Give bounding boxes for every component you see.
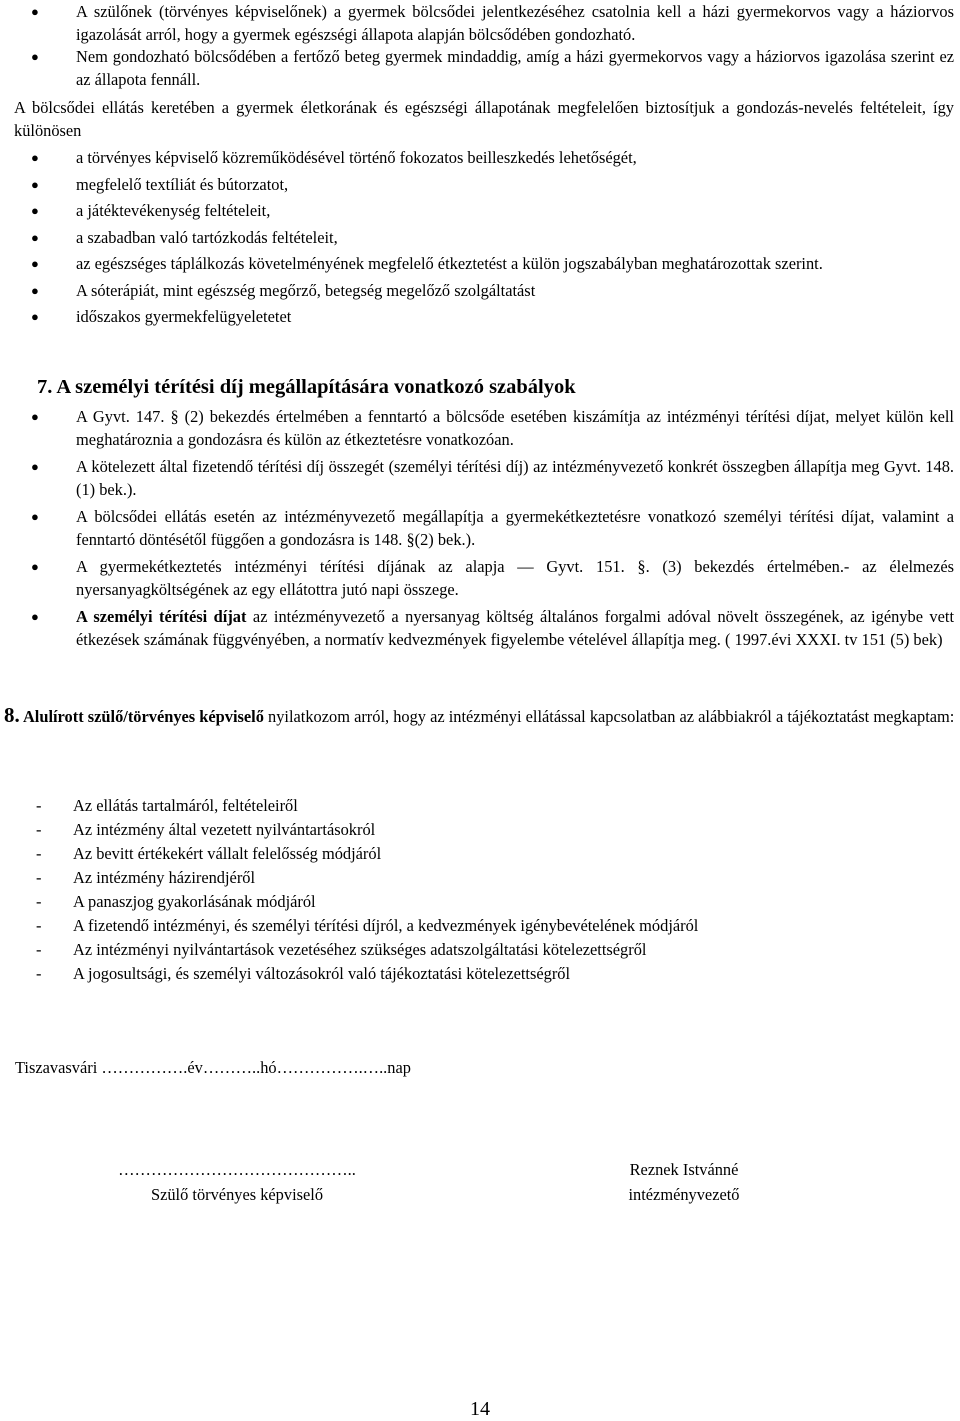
bullet-icon: ● xyxy=(31,282,39,298)
section-7-heading: 7. A személyi térítési díj megállapítására vonatkozó szabályok xyxy=(37,376,576,398)
info-received-list xyxy=(36,794,698,986)
bullet-icon: ● xyxy=(31,229,39,245)
intro-bullet-list xyxy=(0,1,960,91)
list-item: ● megfelelő textíliát és bútorzatot, xyxy=(0,174,960,197)
signature-dots: …………………………………….. xyxy=(118,1160,356,1179)
date-line: Tiszavasvári …………….év………..hó…………….…..nap xyxy=(15,1058,411,1077)
director-signature-block xyxy=(584,1157,784,1207)
dash-icon: - xyxy=(36,940,42,959)
list-item: ● időszakos gyermekfelügyeletetet xyxy=(0,306,960,329)
bold-lead: A személyi térítési díjat xyxy=(76,607,247,626)
list-item: ● az egészséges táplálkozás követelményének megfelelő étkeztetést a külön jogszabályban meghatározottak szerint. xyxy=(0,253,960,276)
bullet-icon: ● xyxy=(31,409,39,424)
director-title: intézményvezető xyxy=(628,1185,740,1204)
list-item: ● a játéktevékenység feltételeit, xyxy=(0,200,960,223)
list-item: ● A szülőnek (törvényes képviselőnek) a gyermek bölcsődei jelentkezéséhez csatolnia kell a házi gyermekorvos vagy a háziorvos igazolását arról, hogy a gyermek egészségi állapota alapján bölcsődében gondozható. xyxy=(31,2,954,44)
list-item: ● A Gyvt. 147. § (2) bekezdés értelmében a fenntartó a bölcsőde esetében kiszámítja az intézményi térítési díjat, melyet külön kell meghatároznia a gondozásra és külön az étkeztetésre vonatkozóan. xyxy=(31,407,954,449)
list-item: - Az bevitt értékekért vállalt felelősség módjáról xyxy=(36,842,698,866)
bullet-icon: ● xyxy=(31,49,39,64)
parent-signature-block xyxy=(47,1157,427,1207)
bullet-icon: ● xyxy=(31,459,39,474)
bullet-icon: ● xyxy=(31,203,39,218)
list-item: - A panaszjog gyakorlásának módjáról xyxy=(36,890,698,914)
list-item: ● A gyermekétkeztetés intézményi térítési díjának az alapja — Gyvt. 151. §. (3) bekezdés értelmében.- az élelmezés nyersanyagköltségének az egy ellátottra jutó napi összege. xyxy=(31,557,954,599)
list-item: - Az intézményi nyilvántartások vezetéséhez szükséges adatszolgáltatási kötelezettségről xyxy=(36,938,698,962)
dash-icon: - xyxy=(36,964,42,983)
page-number: 14 xyxy=(470,1398,490,1420)
section-8-lead: Alulírott szülő/törvényes képviselő xyxy=(19,707,264,726)
list-item: ● A személyi térítési díjat az intézményvezető a nyersanyag költség általános forgalmi adóval növelt összegének, az igénybe vett étkezések számának függvényében, a normatív kedvezmények figyelembe vételével állapítja meg. ( 1997.évi XXXI. tv 151 (5) bek) xyxy=(31,607,954,649)
dash-icon: - xyxy=(36,844,42,863)
care-paragraph: A bölcsődei ellátás keretében a gyermek életkorának és egészségi állapotának megfelelően biztosítjuk a gondozás-nevelés feltételeit, így különösen xyxy=(14,98,954,140)
dash-icon: - xyxy=(36,868,42,887)
bullet-icon: ● xyxy=(31,176,39,192)
director-name: Reznek Istvánné xyxy=(629,1160,739,1179)
list-item: ● a szabadban való tartózkodás feltételeit, xyxy=(0,227,960,250)
bullet-icon: ● xyxy=(31,609,39,624)
dash-icon: - xyxy=(36,820,42,839)
list-item: - Az intézmény által vezetett nyilvántartásokról xyxy=(36,818,698,842)
bullet-icon: ● xyxy=(31,256,39,271)
list-item: - A fizetendő intézményi, és személyi térítési díjról, a kedvezmények igénybevételének módjáról xyxy=(36,914,698,938)
section-7-bullet-list xyxy=(0,406,960,651)
list-item: ● A bölcsődei ellátás esetén az intézményvezető megállapítja a gyermekétkeztetésre vonatkozó személyi térítési díjat, valamint a fenntartó döntésétől függően a gondozásra is 148. §(2) bek.). xyxy=(31,507,954,549)
bullet-icon: ● xyxy=(31,559,39,574)
section-8-text: nyilatkozom arról, hogy az intézményi ellátással kapcsolatban az alábbiakról a tájékoztatást megkaptam: xyxy=(263,707,955,726)
list-item: ● a törvényes képviselő közreműködésével történő fokozatos beilleszkedés lehetőségét, xyxy=(0,147,960,170)
list-item: - Az ellátás tartalmáról, feltételeiről xyxy=(36,794,698,818)
signature-label: Szülő törvényes képviselő xyxy=(150,1185,324,1204)
list-item: ● Nem gondozható bölcsődében a fertőző beteg gyermek mindaddig, amíg a házi gyermekorvos vagy a háziorvos igazolása szerint ez az állapota fennáll. xyxy=(31,47,954,89)
bullet-icon: ● xyxy=(31,309,39,324)
bullet-icon: ● xyxy=(31,509,39,524)
list-item: - Az intézmény házirendjéről xyxy=(36,866,698,890)
dash-icon: - xyxy=(36,892,42,911)
list-item: ● A kötelezett által fizetendő térítési díj összegét (személyi térítési díj) az intézményvezető konkrét összegben állapítja meg Gyvt. 148. (1) bek.). xyxy=(31,457,954,499)
section-8-declaration xyxy=(4,697,956,735)
care-bullet-list xyxy=(0,147,960,329)
dash-icon: - xyxy=(36,916,42,935)
bullet-icon: ● xyxy=(31,4,39,19)
dash-icon: - xyxy=(36,796,42,815)
list-item: - A jogosultsági, és személyi változásokról való tájékoztatási kötelezettségről xyxy=(36,962,698,986)
list-item: ● A sóterápiát, mint egészség megőrző, betegség megelőző szolgáltatást xyxy=(0,280,960,303)
section-8-number: 8. xyxy=(4,703,20,727)
bullet-icon: ● xyxy=(31,150,39,165)
